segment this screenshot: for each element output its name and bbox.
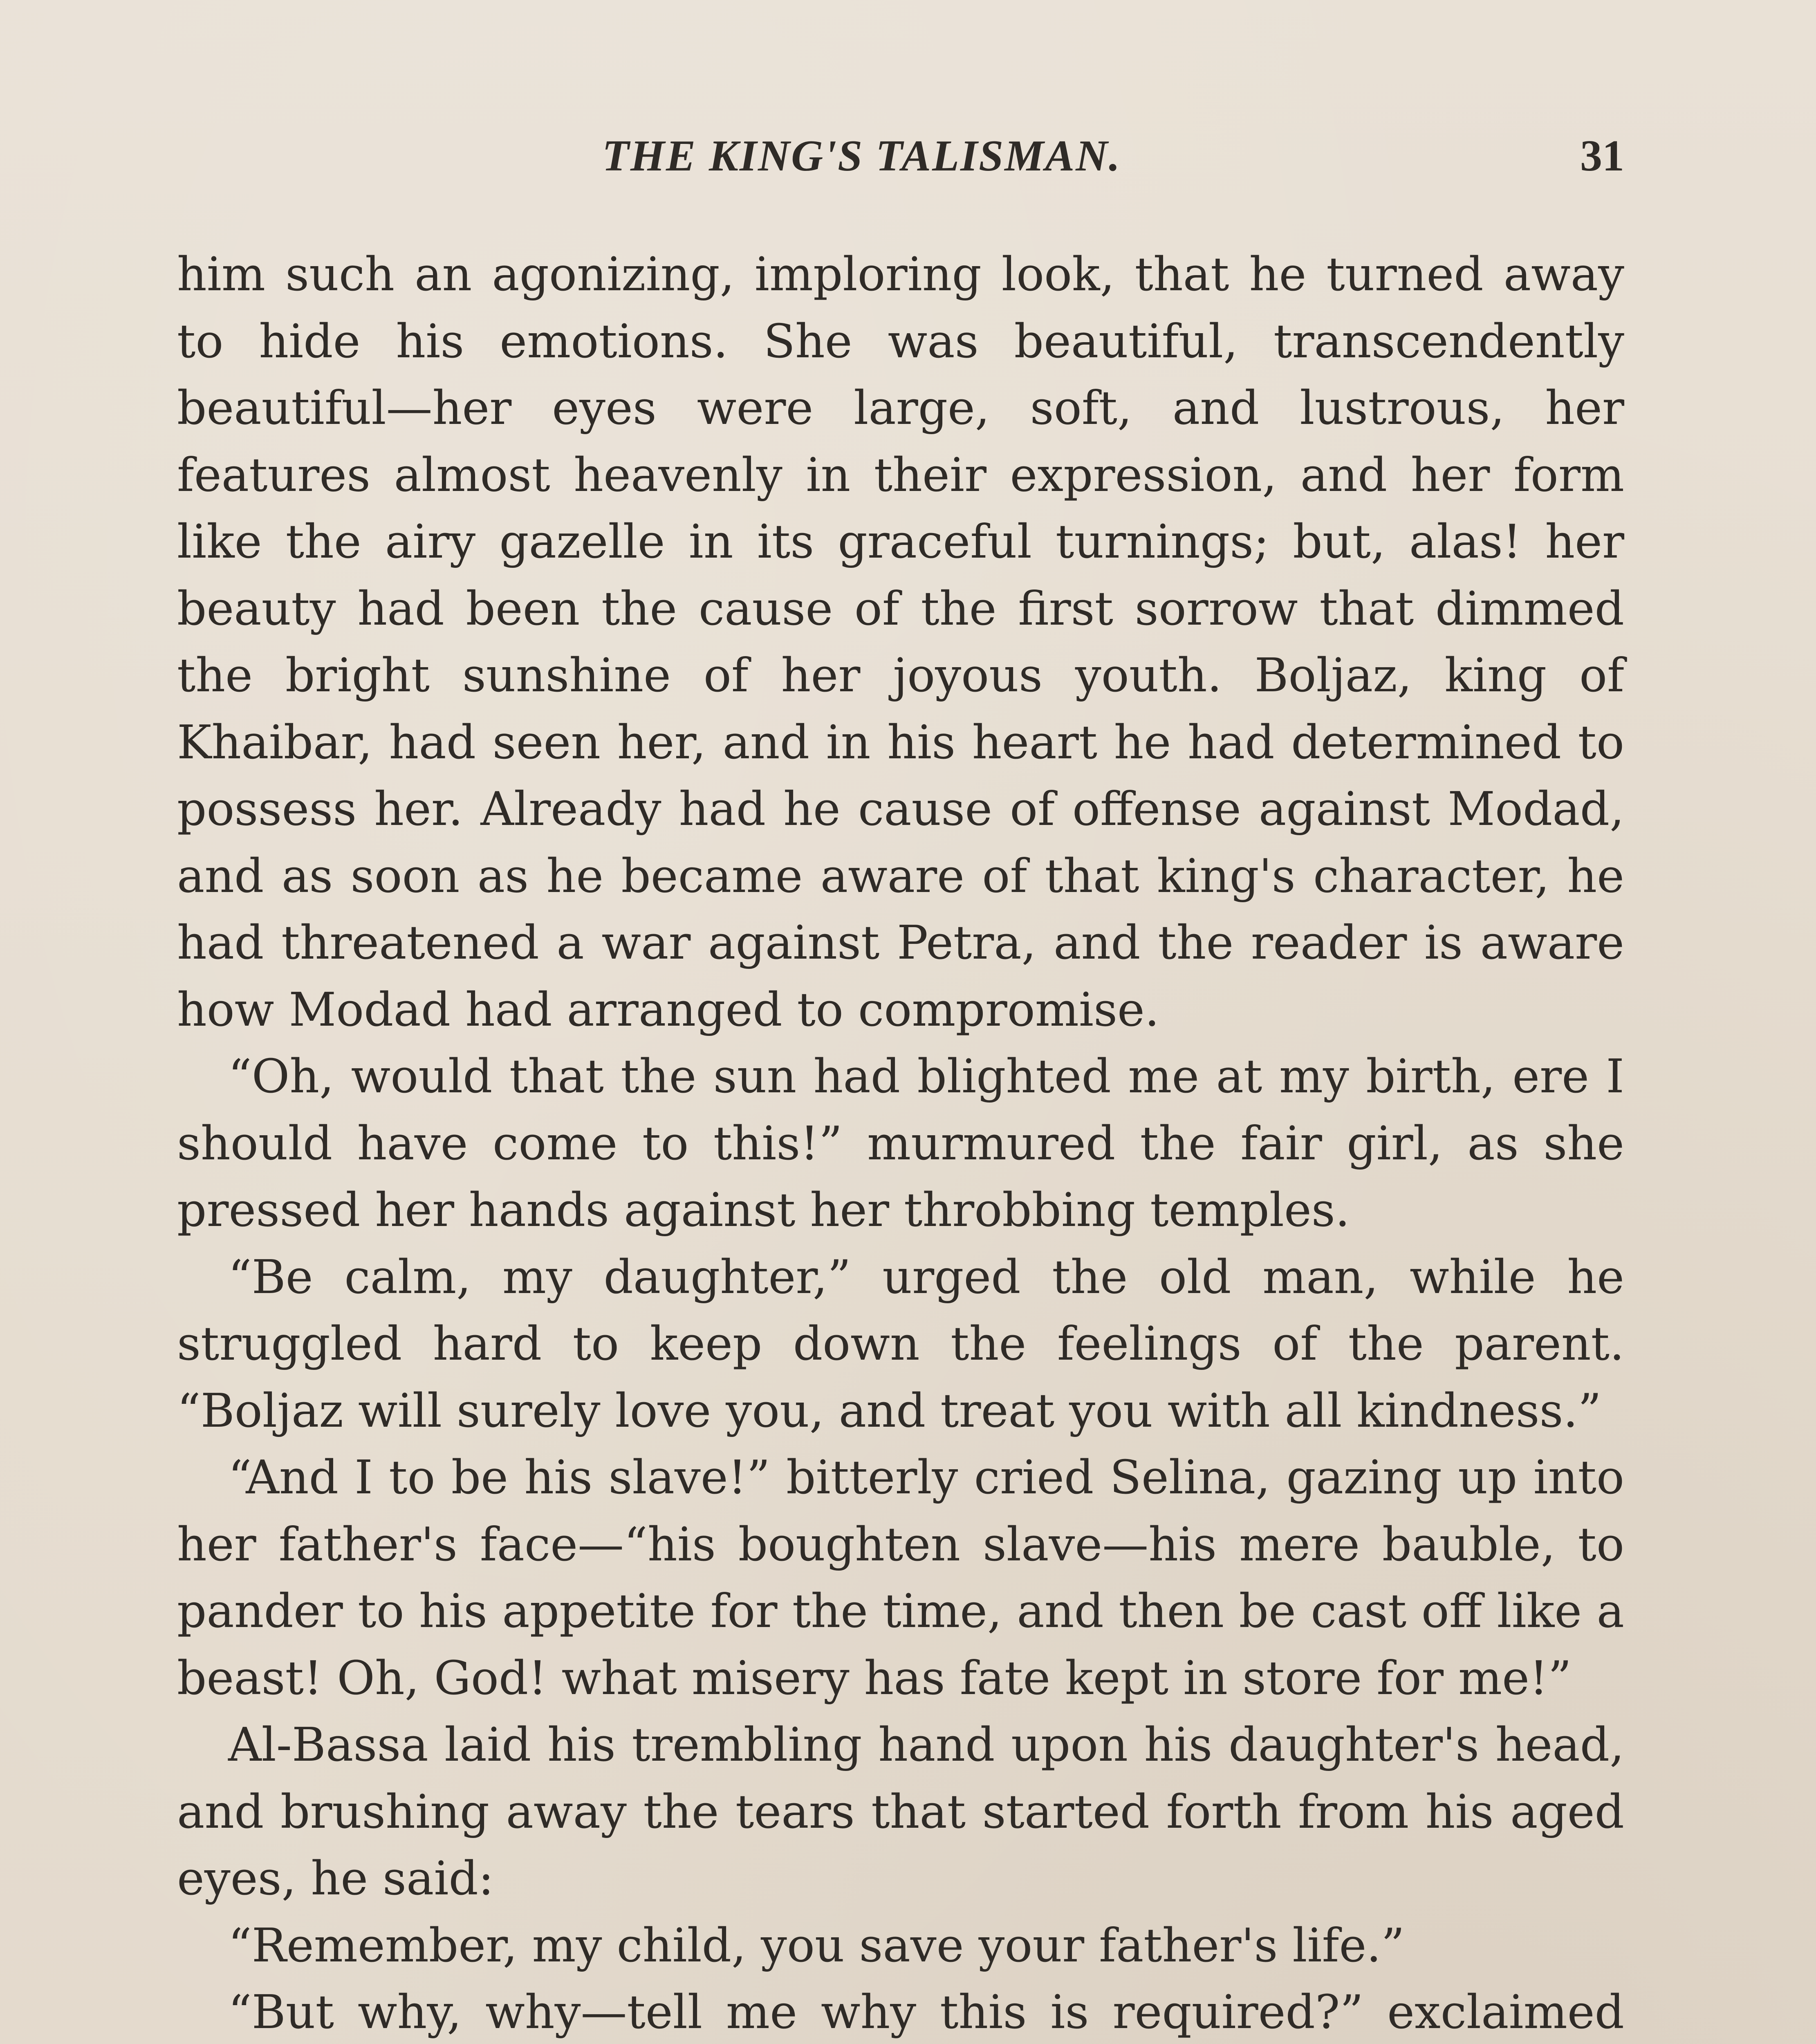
running-head xyxy=(177,131,1624,192)
body-text xyxy=(177,241,1624,2044)
paragraph: “Be calm, my daughter,” urged the old man, while he struggled hard to keep down the feelings of the parent. “Boljaz will surely love you, and treat you with all kindness.” xyxy=(177,1250,1624,1438)
paragraph: “But why, why—tell me why this is required?” exclaimed xyxy=(228,1985,1624,2039)
paragraph: “And I to be his slave!” bitterly cried Selina, gazing up into her father's face—“his boughten slave—his mere bauble, to pander to his appetite for the time, and then be cast off like a beast! Oh, God! what misery has fate kept in store for me!” xyxy=(177,1450,1624,1705)
page-number: 31 xyxy=(1580,132,1624,180)
paragraph: “Oh, would that the sun had blighted me at my birth, ere I should have come to this!” murmured the fair girl, as she pressed her hands against her throbbing temples. xyxy=(177,1049,1624,1237)
running-head-title: THE KING'S TALISMAN. xyxy=(602,132,1121,180)
paragraph: “Remember, my child, you save your father's life.” xyxy=(228,1918,1405,1972)
paragraph: him such an agonizing, imploring look, that he turned away to hide his emotions. She was beautiful, transcendently beautiful—her eyes were large, soft, and lustrous, her features almost heavenly in their expression, and her form like the airy gazelle in its graceful turnings; but, alas! her beauty had been the cause of the first sorrow that dimmed the bright sunshine of her joyous youth. Boljaz, king of Khaibar, had seen her, and in his heart he had determined to possess her. Already had he cause of offense against Modad, and as soon as he became aware of that king's character, he had threatened a war against Petra, and the reader is aware how Modad had arranged to compromise. xyxy=(177,247,1624,1037)
paragraph: Al-Bassa laid his trembling hand upon his daughter's head, and brushing away the tears that started forth from his aged eyes, he said: xyxy=(177,1718,1624,1905)
